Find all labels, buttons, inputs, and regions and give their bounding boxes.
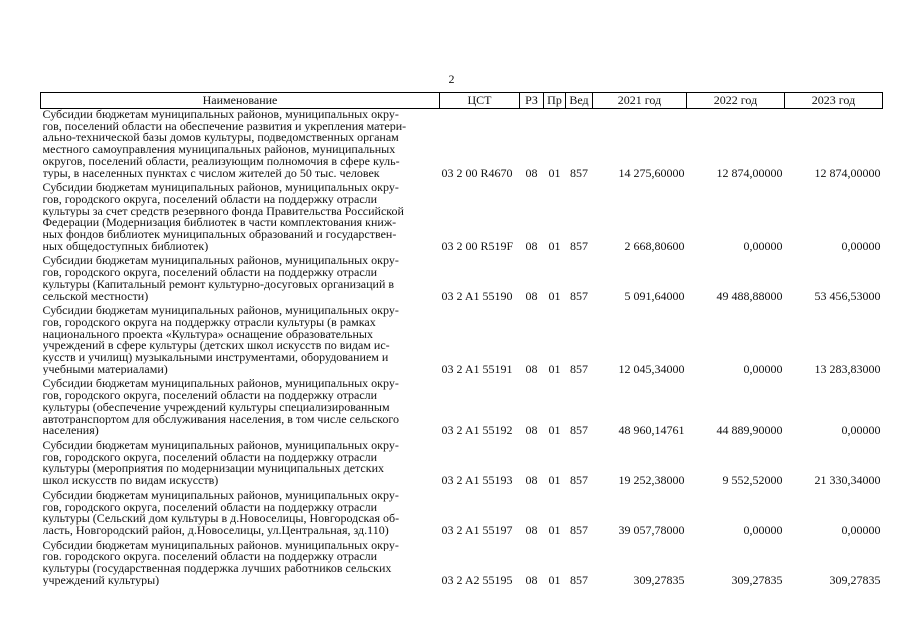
row-ved-cell: 857	[570, 473, 588, 488]
row-rz-cell: 08	[525, 288, 538, 303]
row-name-cell	[41, 378, 440, 440]
row-name-line: населения)	[42, 425, 99, 437]
row-2022-cell: 49 488,88000	[716, 288, 783, 303]
row-cst-cell: 03 2 A1 55191	[441, 361, 513, 376]
row-name-line: национального проекта «Культура» оснащение образовательных	[42, 328, 373, 341]
row-2022-cell: 0,00000	[743, 361, 783, 376]
row-name-line: автотранспортом для обслуживания населения, в том числе сельского	[42, 413, 399, 426]
row-name-line: гов, городского округа, поселений области на поддержку отрасли	[42, 390, 378, 402]
row-cst-cell: 03 2 A1 55192	[441, 423, 513, 438]
column-header-cst: ЦСТ	[440, 93, 520, 109]
row-2023-cell: 0,00000	[841, 238, 881, 253]
budget-table	[40, 92, 883, 589]
row-name-line: гов, городского округа, поселений области на поддержку отрасли	[42, 451, 378, 464]
table-row	[41, 255, 883, 305]
row-name-line: Субсидии бюджетам муниципальных районов, муниципальных окру-	[42, 305, 399, 317]
row-2023-cell: 0,00000	[841, 522, 881, 537]
row-name-line: Субсидии бюджетам муниципальных районов, муниципальных окру-	[42, 489, 399, 502]
row-2023-cell: 13 283,83000	[814, 361, 881, 376]
row-name-cell	[41, 182, 440, 255]
column-header-rz: РЗ	[520, 93, 544, 109]
row-cst-cell: 03 2 00 R4670	[441, 165, 513, 180]
row-cst-cell: 03 2 A1 55197	[441, 522, 513, 537]
row-ved-cell: 857	[570, 165, 588, 180]
table-body	[41, 109, 883, 590]
row-rz-cell: 08	[525, 423, 538, 438]
row-name-cell	[41, 255, 440, 305]
row-name-line: культуры (мероприятия по модернизации муниципальных детских	[42, 463, 385, 476]
row-name-line: культуры за счет средств резервного фонда Правительства Российской	[42, 205, 404, 218]
row-2022-cell: 309,27835	[731, 572, 783, 587]
row-name-line: ласть, Новгородский район, д.Новоселицы, ул.Центральная, зд.110)	[42, 524, 389, 537]
row-name-line: учреждений в сфере культуры (детских школ искусств по видам ис-	[42, 340, 390, 353]
row-name-cell	[41, 109, 440, 183]
row-rz-cell: 08	[525, 238, 538, 253]
row-name-line: ных фондов библиотек муниципальных образований и государствен-	[42, 229, 397, 241]
row-cst-cell: 03 2 A2 55195	[441, 572, 513, 587]
header-row	[41, 93, 883, 109]
row-rz-cell: 08	[525, 572, 538, 587]
row-name-line: сельской местности)	[42, 290, 149, 303]
row-name-cell	[41, 540, 440, 590]
row-2023-cell: 12 874,00000	[814, 165, 881, 180]
column-header-name: Наименование	[41, 93, 440, 109]
row-2023-cell: 309,27835	[829, 572, 881, 587]
row-name-line: ально-технической базы домов культуры, подведомственных органам	[42, 132, 399, 145]
row-2021-cell: 309,27835	[633, 572, 685, 587]
row-pr-cell: 01	[548, 238, 561, 253]
row-2021-cell: 2 668,80600	[624, 238, 685, 253]
row-pr-cell: 01	[548, 165, 561, 180]
row-name-line: Федерации (Модернизация библиотек в части комплектования книж-	[42, 217, 397, 230]
row-name-line: учебными материалами)	[42, 363, 168, 376]
table-row	[41, 305, 883, 378]
row-rz-cell: 08	[525, 361, 538, 376]
table-row	[41, 378, 883, 440]
row-2021-cell: 12 045,34000	[618, 361, 685, 376]
row-rz-cell: 08	[525, 165, 538, 180]
row-name-line: учреждений культуры)	[42, 574, 160, 587]
row-name-line: культуры (Капитальный ремонт культурно-досуговых организаций в	[42, 278, 395, 291]
row-ved-cell: 857	[570, 361, 588, 376]
row-name-line: культуры (государственная поддержка лучших работников сельских	[42, 563, 392, 575]
row-ved-cell: 857	[570, 522, 588, 537]
row-name-line: Субсидии бюджетам муниципальных районов, муниципальных окру-	[42, 182, 399, 194]
row-name-line: гов, городского округа на поддержку отрасли культуры (в рамках	[42, 316, 376, 329]
table-row	[41, 440, 883, 490]
row-name-line: гов, городского округа, поселений области на поддержку отрасли	[42, 193, 378, 206]
row-cst-cell: 03 2 00 R519F	[441, 238, 514, 253]
row-rz-cell: 08	[525, 522, 538, 537]
row-2023-cell: 21 330,34000	[814, 473, 881, 488]
row-name-line: Субсидии бюджетам муниципальных районов, муниципальных окру-	[42, 378, 399, 391]
column-header-2022: 2022 год	[687, 93, 785, 109]
column-header-pr: Пр	[544, 93, 566, 109]
row-name-line: гов, городского округа, поселений области на поддержку отрасли	[42, 501, 378, 514]
page-number: 2	[448, 72, 455, 86]
row-name-line: местного самоуправления муниципальных районов, муниципальных	[42, 144, 396, 156]
row-name-line: Субсидии бюджетам муниципальных районов, муниципальных окру-	[42, 255, 399, 268]
row-2022-cell: 0,00000	[743, 522, 783, 537]
row-ved-cell: 857	[570, 572, 588, 587]
table-row	[41, 490, 883, 540]
row-2021-cell: 19 252,38000	[618, 473, 685, 488]
column-header-2023: 2023 год	[785, 93, 883, 109]
row-name-line: культуры (Сельский дом культуры в д.Новоселицы, Новгородская об-	[42, 513, 400, 525]
row-name-line: гов, городского округа, поселений области на поддержку отрасли	[42, 267, 378, 279]
row-2022-cell: 9 552,52000	[722, 473, 783, 488]
row-2023-cell: 0,00000	[841, 423, 881, 438]
row-name-line: культуры (обеспечение учреждений культуры специализированным	[42, 401, 390, 414]
table-row	[41, 182, 883, 255]
row-pr-cell: 01	[548, 361, 561, 376]
row-name-line: гов. городского округа. поселений области на поддержку отрасли	[42, 551, 378, 564]
row-name-line: кусств и училищ) музыкальными инструментами, оборудованием и	[42, 352, 389, 364]
row-name-line: гов, поселений области на обеспечение развития и укрепления матери-	[42, 120, 407, 133]
row-ved-cell: 857	[570, 238, 588, 253]
row-rz-cell: 08	[525, 473, 538, 488]
table-row	[41, 540, 883, 590]
row-cst-cell: 03 2 A1 55190	[441, 288, 513, 303]
column-header-2021: 2021 год	[593, 93, 687, 109]
row-name-line: округов, поселений области, реализующим полномочия в сфере куль-	[42, 155, 400, 168]
row-2022-cell: 12 874,00000	[716, 165, 783, 180]
row-2021-cell: 39 057,78000	[618, 522, 685, 537]
row-name-line: Субсидии бюджетам муниципальных районов. муниципальных окру-	[42, 539, 399, 552]
row-cst-cell: 03 2 A1 55193	[441, 473, 513, 488]
row-name-cell	[41, 305, 440, 378]
row-name-line: ных общедоступных библиотек)	[42, 240, 209, 253]
row-pr-cell: 01	[548, 522, 561, 537]
row-pr-cell: 01	[548, 423, 561, 438]
row-name-line: туры, в населенных пунктах с числом жителей до 50 тыс. человек	[42, 167, 380, 180]
row-2021-cell: 5 091,64000	[624, 288, 685, 303]
row-name-line: Субсидии бюджетам муниципальных районов, муниципальных окру-	[42, 439, 399, 452]
row-ved-cell: 857	[570, 423, 588, 438]
row-ved-cell: 857	[570, 288, 588, 303]
row-pr-cell: 01	[548, 572, 561, 587]
row-2023-cell: 53 456,53000	[814, 288, 881, 303]
row-name-cell	[41, 440, 440, 490]
row-2022-cell: 44 889,90000	[716, 423, 783, 438]
row-2021-cell: 48 960,14761	[618, 423, 685, 438]
table-row	[41, 109, 883, 183]
row-2021-cell: 14 275,60000	[618, 165, 685, 180]
row-name-line: Субсидии бюджетам муниципальных районов, муниципальных окру-	[42, 109, 399, 121]
row-2022-cell: 0,00000	[743, 238, 783, 253]
row-pr-cell: 01	[548, 288, 561, 303]
column-header-ved: Вед	[566, 93, 593, 109]
row-name-line: школ искусств по видам искусств)	[42, 475, 219, 487]
row-pr-cell: 01	[548, 473, 561, 488]
row-name-cell	[41, 490, 440, 540]
